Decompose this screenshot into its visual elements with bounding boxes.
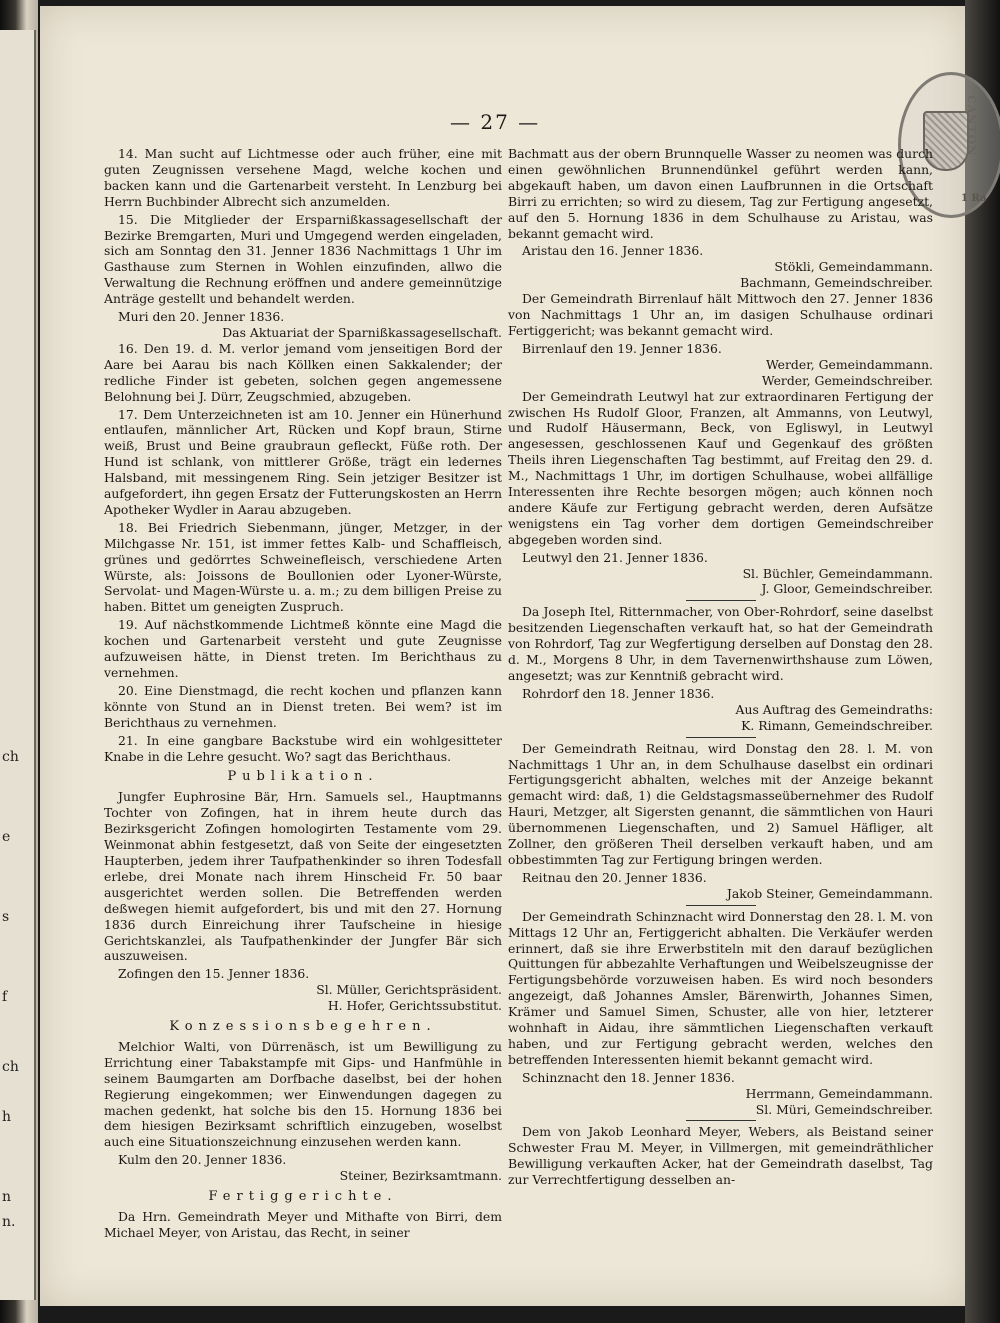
signature-line: Werder, Gemeindschreiber. [761, 372, 933, 388]
separator-rule [686, 600, 756, 601]
notice-paragraph: Da Hrn. Gemeindrath Meyer und Mithafte von Birri, dem Michael Meyer, von Aristau, das Recht, in seiner [104, 1209, 502, 1240]
signature-line: Das Aktuariat der Sparnißkassagesellschaft. [222, 324, 502, 340]
dateline: Aristau den 16. Jenner 1836. [522, 243, 704, 259]
page-number: — 27 — [450, 110, 541, 134]
dateline: Reitnau den 20. Jenner 1836. [522, 869, 707, 885]
previous-page-fragment: ch [2, 749, 19, 765]
separator-rule [686, 737, 756, 738]
notice-paragraph: 20. Eine Dienstmagd, die recht kochen und pflanzen kann könnte von Stund an in Dienst treten. Bei wem? ist im Berichthaus zu vernehmen. [104, 682, 502, 730]
separator-rule [686, 905, 756, 906]
notice-paragraph: 14. Man sucht auf Lichtmesse oder auch früher, eine mit guten Zeugnissen versehene Magd, welche kochen und backen kann und die Gartenarbeit versteht. In Lenzburg bei Herrn Buchbinder Albrecht sich anzumelden. [104, 146, 502, 209]
notice-paragraph: 18. Bei Friedrich Siebenmann, jünger, Metzger, in der Milchgasse Nr. 151, ist immer fettes Kalb- und Schaffleisch, grünes und gedörrtes Schweinefleisch, verschiedene Arten Würste, als: Joissons de Boullonien oder Lyoner-Würste, Servolat- und Magen-Würste u. a. m.; zu dem billigen Preise zu haben. Bittet um geneigten Zuspruch. [104, 519, 502, 615]
notice-paragraph: Bachmatt aus der obern Brunnquelle Wasser zu neomen was durch einen gewöhnlichen Brunnendünkel geführt werden kann, abgekauft haben, um davon einen Laufbrunnen in die Ortschaft Birri zu errichten; so wird zu diesem, Tag zur Fertigung angesetzt, auf den 5. Hornung 1836 in dem Schulhause zu Aristau, was bekannt gemacht wird. [508, 146, 933, 241]
previous-page-fragment: f [2, 989, 8, 1005]
signature-line: Sl. Müller, Gerichtspräsident. [316, 982, 502, 998]
signature-line: Steiner, Bezirksamtmann. [339, 1168, 502, 1184]
previous-page-fragment: h [2, 1109, 12, 1125]
signature-line: Herrmann, Gemeindammann. [745, 1085, 933, 1101]
stamp-text: CANTON [965, 95, 978, 157]
dateline: Leutwyl den 21. Jenner 1836. [522, 549, 708, 565]
notice-paragraph: Da Joseph Itel, Ritternmacher, von Ober-Rohrdorf, seine daselbst besitzenden Liegenschaften verkauft hat, so hat der Gemeindrath von Rohrdorf, Tag zur Wegfertigung derselben auf Donstag den 28. d. M., Morgens 8 Uhr, in dem Tavernenwirthshause zum Löwen, angesetzt; was zur Kenntniß gebracht wird. [508, 604, 933, 683]
signature-line: Jakob Steiner, Gemeindammann. [726, 885, 933, 901]
notice-paragraph: 16. Den 19. d. M. verlor jemand vom jenseitigen Bord der Aare bei Aarau bis nach Köllken einen Sakkalender; der redliche Finder ist gebeten, solchen gegen angemessene Belohnung bei J. Dürr, Zeugschmied, abzugeben. [104, 340, 502, 404]
dateline: Zofingen den 15. Jenner 1836. [118, 966, 310, 982]
notice-paragraph: Der Gemeindrath Birrenlauf hält Mittwoch den 27. Jenner 1836 von Nachmittags 1 Uhr an, im dasigen Schulhause ordinari Fertiggericht; was bekannt gemacht wird. [508, 291, 933, 338]
section-heading: Fertiggerichte. [208, 1189, 398, 1205]
dateline: Kulm den 20. Jenner 1836. [118, 1152, 287, 1168]
section-heading: Publikation. [227, 769, 379, 785]
notice-paragraph: 15. Die Mitglieder der Ersparnißkassagesellschaft der Bezirke Bremgarten, Muri und Umgegend werden eingeladen, sich am Sonntag den 31. Jenner 1836 Nachmittags 1 Uhr im Gasthause zum Sternen in Wohlen einzufinden, allwo die Verwaltung die Rechnung eröffnen und andere gemeinnützige Anträge gestellt und behandelt werden. [104, 211, 502, 307]
signature-line: Sl. Müri, Gemeindschreiber. [755, 1101, 933, 1117]
notice-paragraph: Der Gemeindrath Leutwyl hat zur extraordinaren Fertigung der zwischen Hs Rudolf Gloor, Franzen, alt Ammanns, von Leutwyl, und Rudolf Häusermann, Beck, von Egliswyl, in Leutwyl angesessen, geschlossenen Kauf und Gegenkauf des größten Theils ihren Liegenschaften Tag bestimmt, auf Freitag den 29. d. M., Nachmittags 1 Uhr, im dortigen Schulhause, wobei allfällige Interessenten ihre Rechte besorgen mögen; auch können noch andere Käufe zur Fertigung gebracht werden, deren Aufsätze wenigstens ein Tag vorher dem dortigen Gemeindschreiber abgegeben worden sind. [508, 388, 933, 547]
dateline: Muri den 20. Jenner 1836. [118, 309, 285, 325]
signature-line: Werder, Gemeindammann. [765, 356, 933, 372]
dateline: Schinznacht den 18. Jenner 1836. [522, 1069, 735, 1085]
left-column [104, 146, 502, 1243]
section-heading: Konzessionsbegehren. [169, 1019, 437, 1035]
notice-paragraph: 21. In eine gangbare Backstube wird ein wohlgesitteter Knabe in die Lehre gesucht. Wo? sagt das Berichthaus. [104, 732, 502, 764]
notice-paragraph: Dem von Jakob Leonhard Meyer, Webers, als Beistand seiner Schwester Frau M. Meyer, in Villmergen, mit gemeindräthlicher Bewilligung verkauften Acker, hat der Gemeindrath daselbst, Tag zur Verrechtfertigung desselben an- [508, 1124, 933, 1188]
notice-paragraph: Der Gemeindrath Reitnau, wird Donstag den 28. l. M. von Nachmittags 1 Uhr an, in dem Schulhause daselbst ein ordinari Fertigungsgericht abhalten, welches mit der Anzeige bekannt gemacht wird: daß, 1) die Geldstagsmasseübernehmer des Rudolf Hauri, Metzger, alt Sigersten genannt, die sämmtlichen von Hauri übernommenen Liegenschaften, und 2) Samuel Häfliger, alt Zollner, den größeren Theil derselben verkauft haben, und am obbestimmten Tag zur Fertigung bringen werden. [508, 740, 933, 867]
previous-page-edge [0, 30, 36, 1300]
signature-line: Sl. Büchler, Gemeindammann. [742, 565, 933, 581]
right-column [508, 146, 933, 1190]
notice-paragraph: 17. Dem Unterzeichneten ist am 10. Jenner ein Hünerhund entlaufen, männlicher Art, Rücken und Kopf braun, Stirne weiß, Brust und Beine graubraun gefleckt, Füße roth. Der Hund ist schlank, von mittlerer Größe, trägt ein ledernes Halsband, mit messingenem Ring. Sein jetziger Besitzer ist aufgefordert, ihn gegen Ersatz der Futterungskosten an Herrn Apotheker Wydler in Aarau abzugeben. [104, 406, 502, 517]
previous-page-fragment: n [2, 1189, 12, 1205]
stamp-subtext: 1 Ra [961, 193, 987, 204]
notice-paragraph: Jungfer Euphrosine Bär, Hrn. Samuels sel., Hauptmanns Tochter von Zofingen, hat in ihrem heute durch das Bezirksgericht Zofingen homologirten Testamente vom 29. Weinmonat abhin festgesetzt, daß von Seite der eingesetzten Haupterben, jedem ihrer Taufpathenkinder so ihren Todesfall erlebe, drei Monate nach ihrem Hinscheid Fr. 50 baar ausgerichtet werden sollen. Die Betreffenden werden deßwegen hiemit aufgefordert, bis und mit den 27. Hornung 1836 durch Einreichung ihrer Taufscheine in hiesige Gerichtskanzlei, als Taufpathenkinder der Jungfer Bär sich auszuweisen. [104, 789, 502, 964]
notice-paragraph: Der Gemeindrath Schinznacht wird Donnerstag den 28. l. M. von Mittags 12 Uhr an, Fertiggericht abhalten. Die Verkäufer werden erinnert, daß sie ihre Erwerbstiteln mit den darauf bezüglichen Quittungen für abbezahlte Verhaftungen und Weibelszeugnisse der Fertigungsbehörde vorzuweisen haben. Es wird noch besonders angezeigt, daß Johannes Amsler, Bärenwirth, Johannes Simen, Krämer und Samuel Simen, Schuster, alle von hier, letzterer wohnhaft in Aidau, ihre sämmtlichen Liegenschaften verkauft haben, und zur Fertigung gebracht werden, welches den betreffenden Interessenten hiemit bekannt gemacht wird. [508, 908, 933, 1067]
previous-page-fragment: e [2, 829, 11, 845]
signature-line: Aus Auftrag des Gemeindraths: [735, 701, 933, 717]
signature-line: H. Hofer, Gerichtssubstitut. [327, 998, 502, 1014]
separator-rule [686, 1120, 756, 1121]
signature-line: Stökli, Gemeindammann. [774, 259, 933, 275]
notice-paragraph: Melchior Walti, von Dürrenäsch, ist um Bewilligung zu Errichtung einer Tabakstampfe mit Gips- und Hanfmühle in seinem Baumgarten am Dorfbache daselbst, bei der hohen Regierung eingekommen; wer Einwendungen dagegen zu machen gedenkt, hat solche bis den 15. Hornung 1836 bei dem hiesigen Bezirksamt schriftlich einzugeben, woselbst auch eine Situationszeichnung einzusehen werden kann. [104, 1038, 502, 1150]
signature-line: K. Rimann, Gemeindschreiber. [741, 717, 933, 733]
signature-line: Bachmann, Gemeindschreiber. [740, 275, 933, 291]
previous-page-fragment: s [2, 909, 10, 925]
signature-line: J. Gloor, Gemeindschreiber. [761, 581, 933, 597]
previous-page-fragment: ch [2, 1059, 19, 1075]
dateline: Rohrdorf den 18. Jenner 1836. [522, 685, 715, 701]
dateline: Birrenlauf den 19. Jenner 1836. [522, 340, 722, 356]
previous-page-fragment: n. [2, 1214, 16, 1230]
notice-paragraph: 19. Auf nächstkommende Lichtmeß könnte eine Magd die kochen und Gartenarbeit versteht und gute Zeugnisse aufzuweisen hätte, in Dienst treten. Im Berichthaus zu vernehmen. [104, 617, 502, 680]
